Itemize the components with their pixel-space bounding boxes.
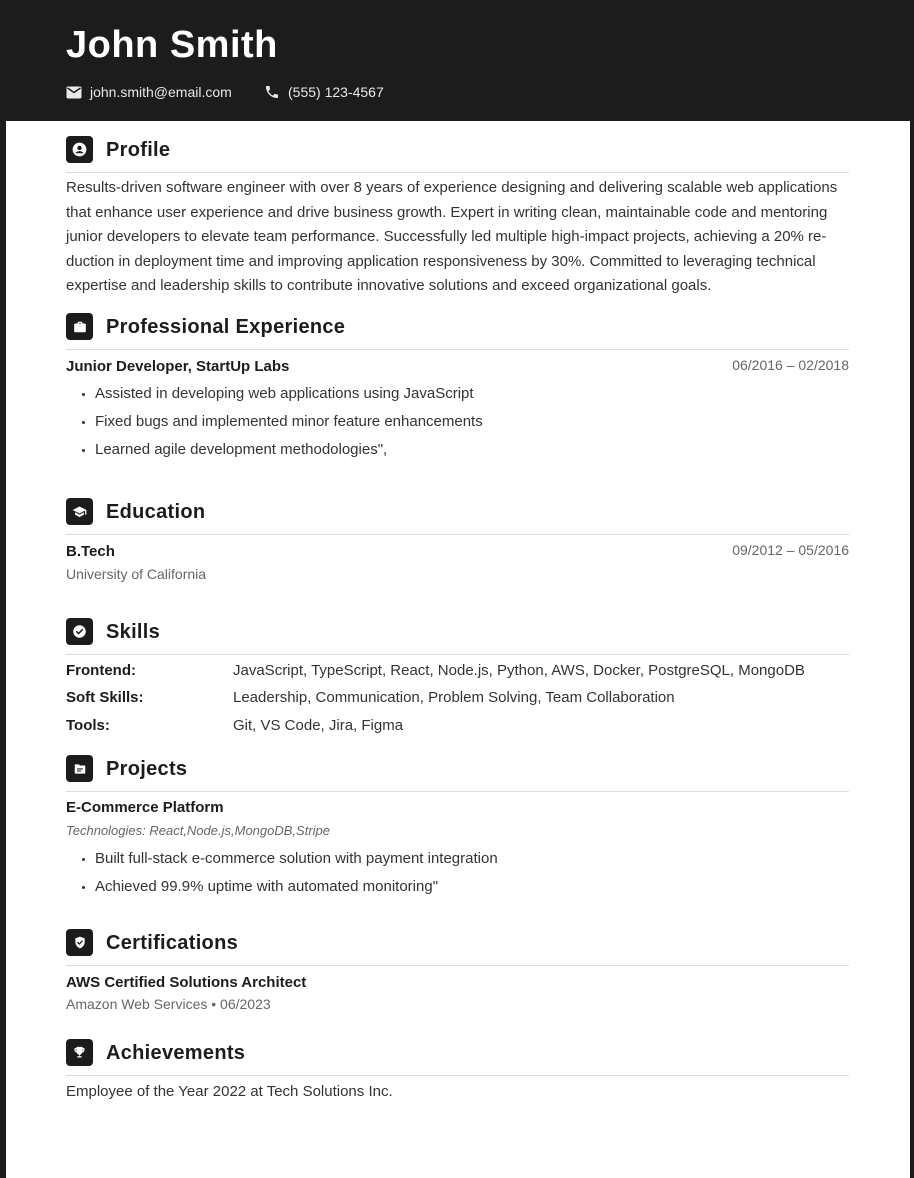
school-name: University of California <box>66 566 207 582</box>
achievements-section-header <box>66 1039 849 1076</box>
candidate-name: John Smith <box>66 24 278 66</box>
skill-values: JavaScript, TypeScript, React, Node.js, Python, AWS, Docker, PostgreSQL, MongoDB <box>233 662 805 679</box>
certification-name: AWS Certified Solutions Architect <box>66 974 307 991</box>
list-item: Assisted in developing web applications using JavaScript <box>66 384 483 412</box>
education-dates: 09/2012 – 05/2016 <box>732 542 849 558</box>
certifications-section-header <box>66 929 849 966</box>
skill-category: Tools: <box>66 717 110 734</box>
education-section-header <box>66 498 849 535</box>
skill-row <box>66 688 849 708</box>
email-text: john.smith@email.com <box>90 84 232 100</box>
skill-values: Git, VS Code, Jira, Figma <box>233 717 404 734</box>
profile-title: Profile <box>106 139 171 161</box>
experience-section-header <box>66 313 849 350</box>
profile-line: that enhance user experience and drive business growth. Expert in writing clean, maintainable code and mentoring <box>66 203 828 221</box>
graduation-cap-icon <box>66 498 93 525</box>
resume-page <box>6 4 910 1178</box>
job-bullets <box>66 384 483 468</box>
skill-row <box>66 661 849 681</box>
folder-icon <box>66 755 93 782</box>
list-item: Achieved 99.9% uptime with automated monitoring" <box>66 877 498 905</box>
certifications-title: Certifications <box>106 932 239 954</box>
check-circle-icon <box>66 618 93 645</box>
skills-section-header <box>66 618 849 655</box>
mail-icon <box>66 86 82 99</box>
phone-icon <box>264 84 280 100</box>
skill-row <box>66 716 849 736</box>
skill-category: Soft Skills: <box>66 689 144 706</box>
resume-header <box>6 4 910 121</box>
skill-values: Leadership, Communication, Problem Solving, Team Collaboration <box>233 689 675 706</box>
profile-section-header <box>66 136 849 173</box>
list-item: Fixed bugs and implemented minor feature enhancements <box>66 412 483 440</box>
profile-line: Results-driven software engineer with over 8 years of experience designing and delivering scalable web applications <box>66 179 838 196</box>
list-item: Learned agile development methodologies", <box>66 440 483 468</box>
degree-title: B.Tech <box>66 543 115 560</box>
skill-category: Frontend: <box>66 662 136 679</box>
project-technologies: Technologies: React,Node.js,MongoDB,Stripe <box>66 823 330 838</box>
email-contact[interactable] <box>66 83 232 101</box>
skills-title: Skills <box>106 621 161 643</box>
job-dates: 06/2016 – 02/2018 <box>732 357 849 373</box>
certification-detail: Amazon Web Services • 06/2023 <box>66 996 271 1012</box>
experience-title: Professional Experience <box>106 316 346 338</box>
profile-line: junior developers to elevate team performance. Successfully led multiple high-impact projects, achieving a 20% re- <box>66 228 827 245</box>
list-item: Built full-stack e-commerce solution with payment integration <box>66 849 498 877</box>
phone-text: (555) 123-4567 <box>288 84 384 100</box>
achievements-title: Achievements <box>106 1042 246 1064</box>
profile-line: duction in deployment time and improving application responsiveness by 30%. Committed to leveraging technical <box>66 252 816 270</box>
education-title: Education <box>106 501 206 523</box>
profile-summary <box>66 176 849 299</box>
profile-line: expertise and leadership skills to contribute innovative solutions and exceed organizational goals. <box>66 277 712 294</box>
projects-section-header <box>66 755 849 792</box>
project-bullets <box>66 849 498 905</box>
verified-shield-icon <box>66 929 93 956</box>
job-title: Junior Developer, StartUp Labs <box>66 358 290 375</box>
projects-title: Projects <box>106 758 188 780</box>
account-circle-icon <box>66 136 93 163</box>
project-name: E-Commerce Platform <box>66 799 224 816</box>
briefcase-icon <box>66 313 93 340</box>
phone-contact[interactable] <box>264 83 384 101</box>
trophy-icon <box>66 1039 93 1066</box>
achievement-item: Employee of the Year 2022 at Tech Solutions Inc. <box>66 1083 393 1100</box>
